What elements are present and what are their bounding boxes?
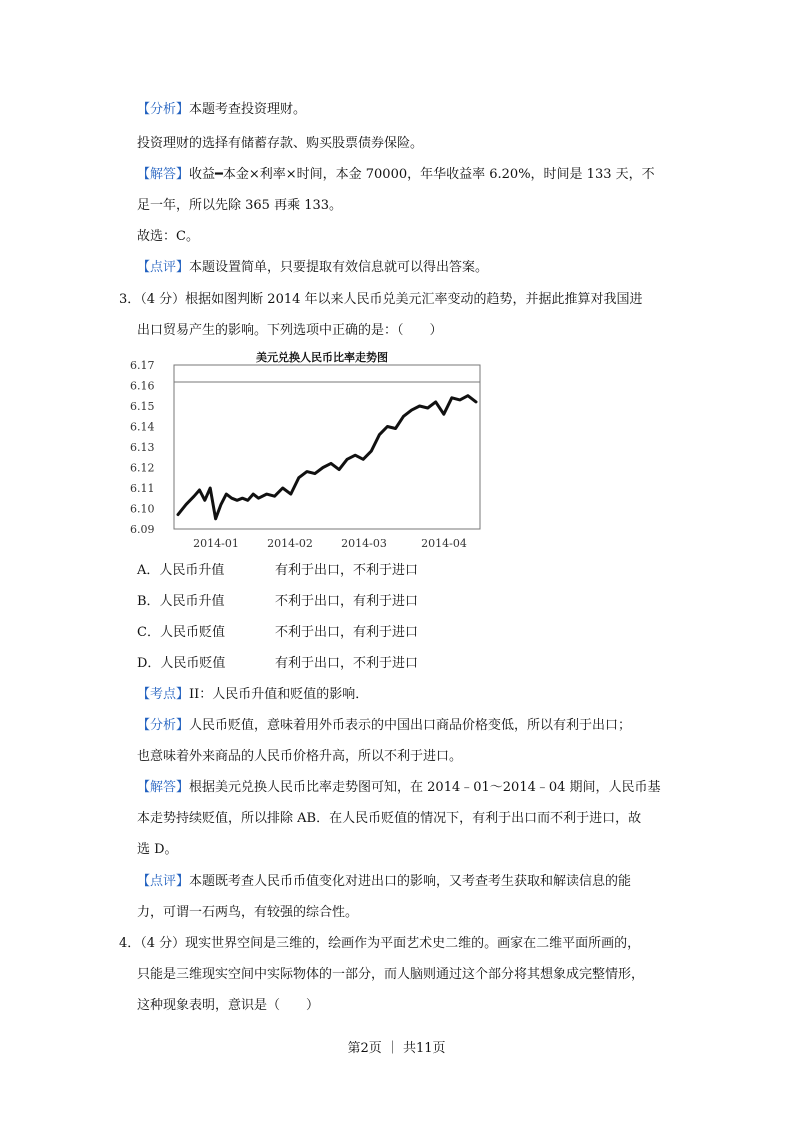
analysis-text: 本题考查投资理财。 xyxy=(189,102,307,117)
comment-text: 本题设置简单，只要提取有效信息就可以得出答案。 xyxy=(189,260,489,275)
analysis-tag: 【分析】 xyxy=(137,102,190,117)
q3-kaodian-line xyxy=(137,686,368,704)
q3-stem-line1: 3．（4 分）根据如图判断 2014 年以来人民币兑美元汇率变动的趋势，并据此推算对我国进 xyxy=(119,292,643,307)
q2-comment-line xyxy=(137,259,488,277)
x-tick-label: 2014-04 xyxy=(421,537,467,550)
q3-stem-line2: 出口贸易产生的影响。下列选项中正确的是：（ ） xyxy=(137,323,443,338)
x-tick-label: 2014-03 xyxy=(341,537,387,550)
option-d-label: D．人民币贬值 xyxy=(137,656,226,671)
q2-analysis-line xyxy=(137,101,306,119)
q4-stem-line1: 4．（4 分）现实世界空间是三维的，绘画作为平面艺术史二维的。画家在二维平面所画的， xyxy=(119,936,641,951)
option-a-label: A．人民币升值 xyxy=(137,563,225,578)
y-tick-label: 6.10 xyxy=(130,502,155,516)
q3-analysis-line1 xyxy=(137,717,631,735)
chart-title: 美元兑换人民币比率走势图 xyxy=(256,351,388,364)
q3-solution-line2: 本走势持续贬值，所以排除 AB．在人民币贬值的情况下，有利于出口而不利于进口，故 xyxy=(137,811,642,826)
kaodian-text: II：人民币升值和贬值的影响． xyxy=(189,687,369,702)
q4-stem-line3: 这种现象表明，意识是（ ） xyxy=(137,998,320,1013)
y-tick-label: 6.11 xyxy=(130,482,155,495)
analysis-text-1: 人民币贬值，意味着用外币表示的中国出口商品价格变低，所以有利于出口； xyxy=(189,718,632,733)
analysis-tag: 【分析】 xyxy=(137,718,190,733)
option-a[interactable] xyxy=(137,562,224,580)
option-a-effect: 有利于出口，不利于进口 xyxy=(275,563,419,578)
x-tick-label: 2014-01 xyxy=(193,537,239,550)
option-c[interactable] xyxy=(137,624,225,642)
q2-line2: 投资理财的选择有储蓄存款、购买股票债券保险。 xyxy=(137,136,424,151)
q3-solution-line3: 选 D。 xyxy=(137,842,178,857)
y-tick-label: 6.16 xyxy=(130,379,155,393)
solution-tag: 【解答】 xyxy=(137,780,190,795)
q3-analysis-line2: 也意味着外来商品的人民币价格升高，所以不利于进口。 xyxy=(137,749,463,764)
y-tick-label: 6.12 xyxy=(130,461,155,475)
y-tick-label: 6.14 xyxy=(130,420,155,434)
option-d-effect: 有利于出口，不利于进口 xyxy=(275,656,419,671)
solution-text-1: 收益━本金×利率×时间，本金 70000，年华收益率 6.20%，时间是 133 天，不 xyxy=(189,167,655,182)
q3-comment-line1 xyxy=(137,873,631,891)
exchange-rate-chart xyxy=(128,351,492,553)
solution-tag: 【解答】 xyxy=(137,167,190,182)
x-tick-labels xyxy=(193,537,467,550)
option-d[interactable] xyxy=(137,655,225,673)
x-tick-label: 2014-02 xyxy=(267,537,313,550)
option-c-label: C．人民币贬值 xyxy=(137,625,225,640)
q3-comment-line2: 力，可谓一石两鸟，有较强的综合性。 xyxy=(137,905,359,920)
option-b-effect: 不利于出口，有利于进口 xyxy=(275,594,419,609)
kaodian-tag: 【考点】 xyxy=(137,687,190,702)
q2-solution-line1 xyxy=(137,166,655,184)
q4-stem-line2: 只能是三维现实空间中实际物体的一部分，而人脑则通过这个部分将其想象成完整情形， xyxy=(137,967,645,982)
comment-tag: 【点评】 xyxy=(137,260,190,275)
q2-solution-line2: 足一年，所以先除 365 再乘 133。 xyxy=(137,198,343,213)
y-tick-label: 6.15 xyxy=(130,400,155,413)
option-b[interactable] xyxy=(137,593,225,611)
q2-answer: 故选：C。 xyxy=(137,229,199,244)
y-tick-label: 6.17 xyxy=(130,359,155,372)
y-tick-label: 6.13 xyxy=(130,441,155,454)
page-footer: 第2页 ｜ 共11页 xyxy=(347,1041,446,1056)
comment-text-1: 本题既考查人民币币值变化对进出口的影响，又考查考生获取和解读信息的能 xyxy=(189,874,632,889)
option-b-label: B．人民币升值 xyxy=(137,594,225,609)
q3-solution-line1 xyxy=(137,779,661,797)
comment-tag: 【点评】 xyxy=(137,874,190,889)
y-tick-labels xyxy=(130,359,155,536)
option-c-effect: 不利于出口，有利于进口 xyxy=(275,625,419,640)
exchange-rate-line xyxy=(178,396,476,519)
solution-text-1: 根据美元兑换人民币比率走势图可知，在 2014﹣01～2014﹣04 期间，人民币基 xyxy=(189,780,661,795)
y-tick-label: 6.09 xyxy=(130,523,155,536)
